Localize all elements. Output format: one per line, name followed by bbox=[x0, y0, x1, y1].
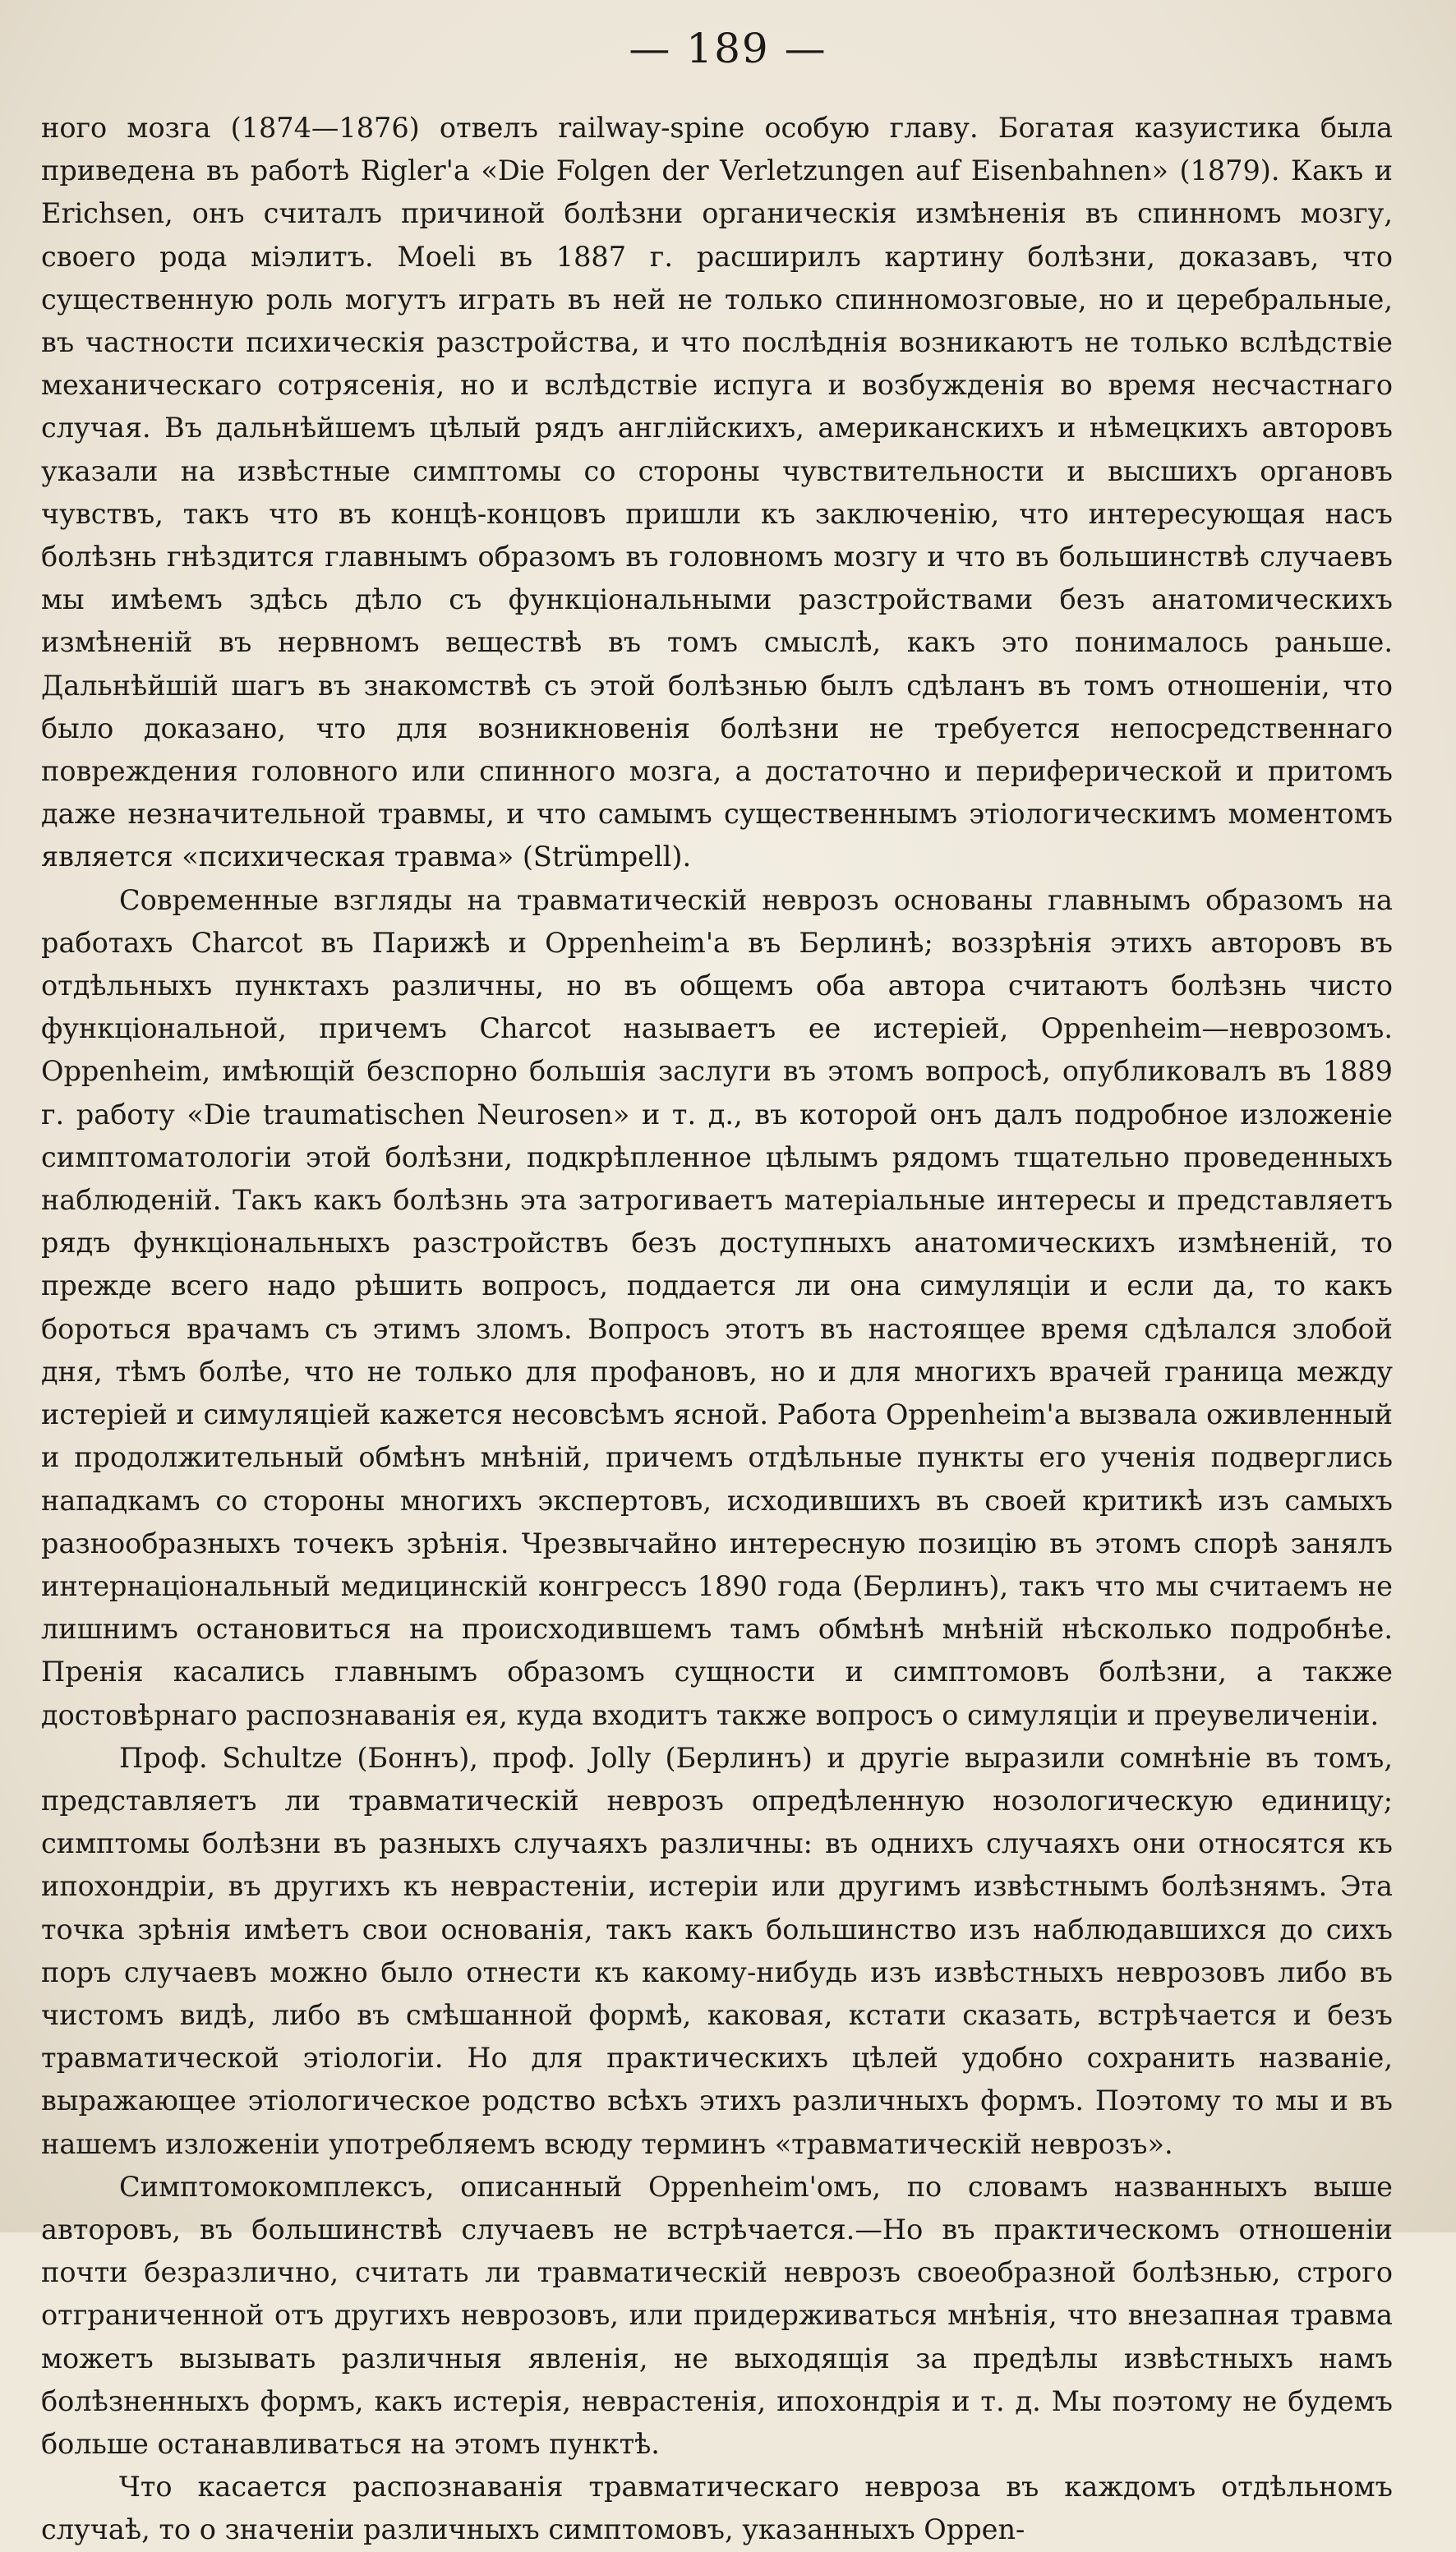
paragraph-3: Проф. Schultze (Боннъ), проф. Jolly (Берлинъ) и другіе выразили сомнѣніе въ томъ, представляетъ ли травматическій неврозъ опредѣленную нозологическую единицу; симптомы болѣзни въ разныхъ случаяхъ различны: въ однихъ случаяхъ они относятся къ ипохондріи, въ другихъ къ неврастеніи, истеріи или другимъ извѣстнымъ болѣзнямъ. Эта точка зрѣнія имѣетъ свои основанія, такъ какъ большинство изъ наблюдавшихся до сихъ поръ случаевъ можно было отнести къ какому-нибудь изъ извѣстныхъ неврозовъ либо въ чистомъ видѣ, либо въ смѣшанной формѣ, каковая, кстати сказать, встрѣчается и безъ травматической этіологіи. Но для практическихъ цѣлей удобно сохранить названіе, выражающее этіологическое родство всѣхъ этихъ различныхъ формъ. Поэтому то мы и въ нашемъ изложеніи употребляемъ всюду терминъ «травматическій неврозъ». bbox=[41, 1741, 1393, 2160]
page-number: — 189 — bbox=[629, 25, 827, 72]
page-body bbox=[41, 107, 1393, 2552]
paragraph-1: ного мозга (1874—1876) отвелъ railway-spine особую главу. Богатая казуистика была приведена въ работѣ Rigler'a «Die Folgen der Verletzungen auf Eisenbahnen» (1879). Какъ и Erichsen, онъ считалъ причиной болѣзни органическія измѣненія въ спинномъ мозгу, своего рода міэлитъ. Moeli въ 1887 г. расширилъ картину болѣзни, доказавъ, что существенную роль могутъ играть въ ней не только спинномозговые, но и церебральные, въ частности психическія разстройства, и что послѣднія возникаютъ не только вслѣдствіе механическаго сотрясенія, но и вслѣдствіе испуга и возбужденія во время несчастнаго случая. Въ дальнѣйшемъ цѣлый рядъ англійскихъ, американскихъ и нѣмецкихъ авторовъ указали на извѣстные симптомы со стороны чувствительности и высшихъ органовъ чувствъ, такъ что въ концѣ-концовъ пришли къ заключенію, что интересующая насъ болѣзнь гнѣздится главнымъ образомъ въ головномъ мозгу и что въ большинствѣ случаевъ мы имѣемъ здѣсь дѣло съ функціональными разстройствами безъ анатомическихъ измѣненій въ нервномъ веществѣ въ томъ смыслѣ, какъ это понималось раньше. Дальнѣйшій шагъ въ знакомствѣ съ этой болѣзнью былъ сдѣланъ въ томъ отношеніи, что было доказано, что для возникновенія болѣзни не требуется непосредственнаго повреждения головного или спинного мозга, а достаточно и периферической и притомъ даже незначительной травмы, и что самымъ существеннымъ этіологическимъ моментомъ является «психическая травма» (Strümpell). bbox=[41, 112, 1393, 873]
paragraph-5: Что касается распознаванія травматическаго невроза въ каждомъ отдѣльномъ случаѣ, то о значеніи различныхъ симптомовъ, указанныхъ Oppen- bbox=[41, 2471, 1393, 2546]
paragraph-4: Симптомокомплексъ, описанный Oppenheim'омъ, по словамъ названныхъ выше авторовъ, въ большинствѣ случаевъ не встрѣчается.—Но въ практическомъ отношеніи почти безразлично, считать ли травматическій неврозъ своеобразной болѣзнью, строго отграниченной отъ другихъ неврозовъ, или придерживаться мнѣнія, что внезапная травма можетъ вызывать различныя явленія, не выходящія за предѣлы извѣстныхъ намъ болѣзненныхъ формъ, какъ истерія, неврастенія, ипохондрія и т. д. Мы поэтому не будемъ больше останавливаться на этомъ пунктѣ. bbox=[41, 2170, 1393, 2460]
paragraph-2: Современные взгляды на травматическій неврозъ основаны главнымъ образомъ на работахъ Charcot въ Парижѣ и Oppenheim'a въ Берлинѣ; воззрѣнія этихъ авторовъ въ отдѣльныхъ пунктахъ различны, но въ общемъ оба автора считаютъ болѣзнь чисто функціональной, причемъ Charcot называетъ ее истеріей, Oppenheim—неврозомъ. Oppenheim, имѣющій безспорно большія заслуги въ этомъ вопросѣ, опубликовалъ въ 1889 г. работу «Die traumatischen Neurosen» и т. д., въ которой онъ далъ подробное изложеніе симптоматологіи этой болѣзни, подкрѣпленное цѣлымъ рядомъ тщательно проведенныхъ наблюденій. Такъ какъ болѣзнь эта затрогиваетъ матеріальные интересы и представляетъ рядъ функціональныхъ разстройствъ безъ доступныхъ анатомическихъ измѣненій, то прежде всего надо рѣшить вопросъ, поддается ли она симуляціи и если да, то какъ бороться врачамъ съ этимъ зломъ. Вопросъ этотъ въ настоящее время сдѣлался злобой дня, тѣмъ болѣе, что не только для профановъ, но и для многихъ врачей граница между истеріей и симуляціей кажется несовсѣмъ ясной. Работа Oppenheim'a вызвала оживленный и продолжительный обмѣнъ мнѣній, причемъ отдѣльные пункты его ученія подверглись нападкамъ со стороны многихъ экспертовъ, исходившихъ въ своей критикѣ изъ самыхъ разнообразныхъ точекъ зрѣнія. Чрезвычайно интересную позицію въ этомъ спорѣ занялъ интернаціональный медицинскій конгрессъ 1890 года (Берлинъ), такъ что мы считаемъ не лишнимъ остановиться на происходившемъ тамъ обмѣнѣ мнѣній нѣсколько подробнѣе. Пренія касались главнымъ образомъ сущности и симптомовъ болѣзни, а также достовѣрнаго распознаванія ея, куда входитъ также вопросъ о симуляціи и преувеличеніи. bbox=[41, 883, 1393, 1731]
